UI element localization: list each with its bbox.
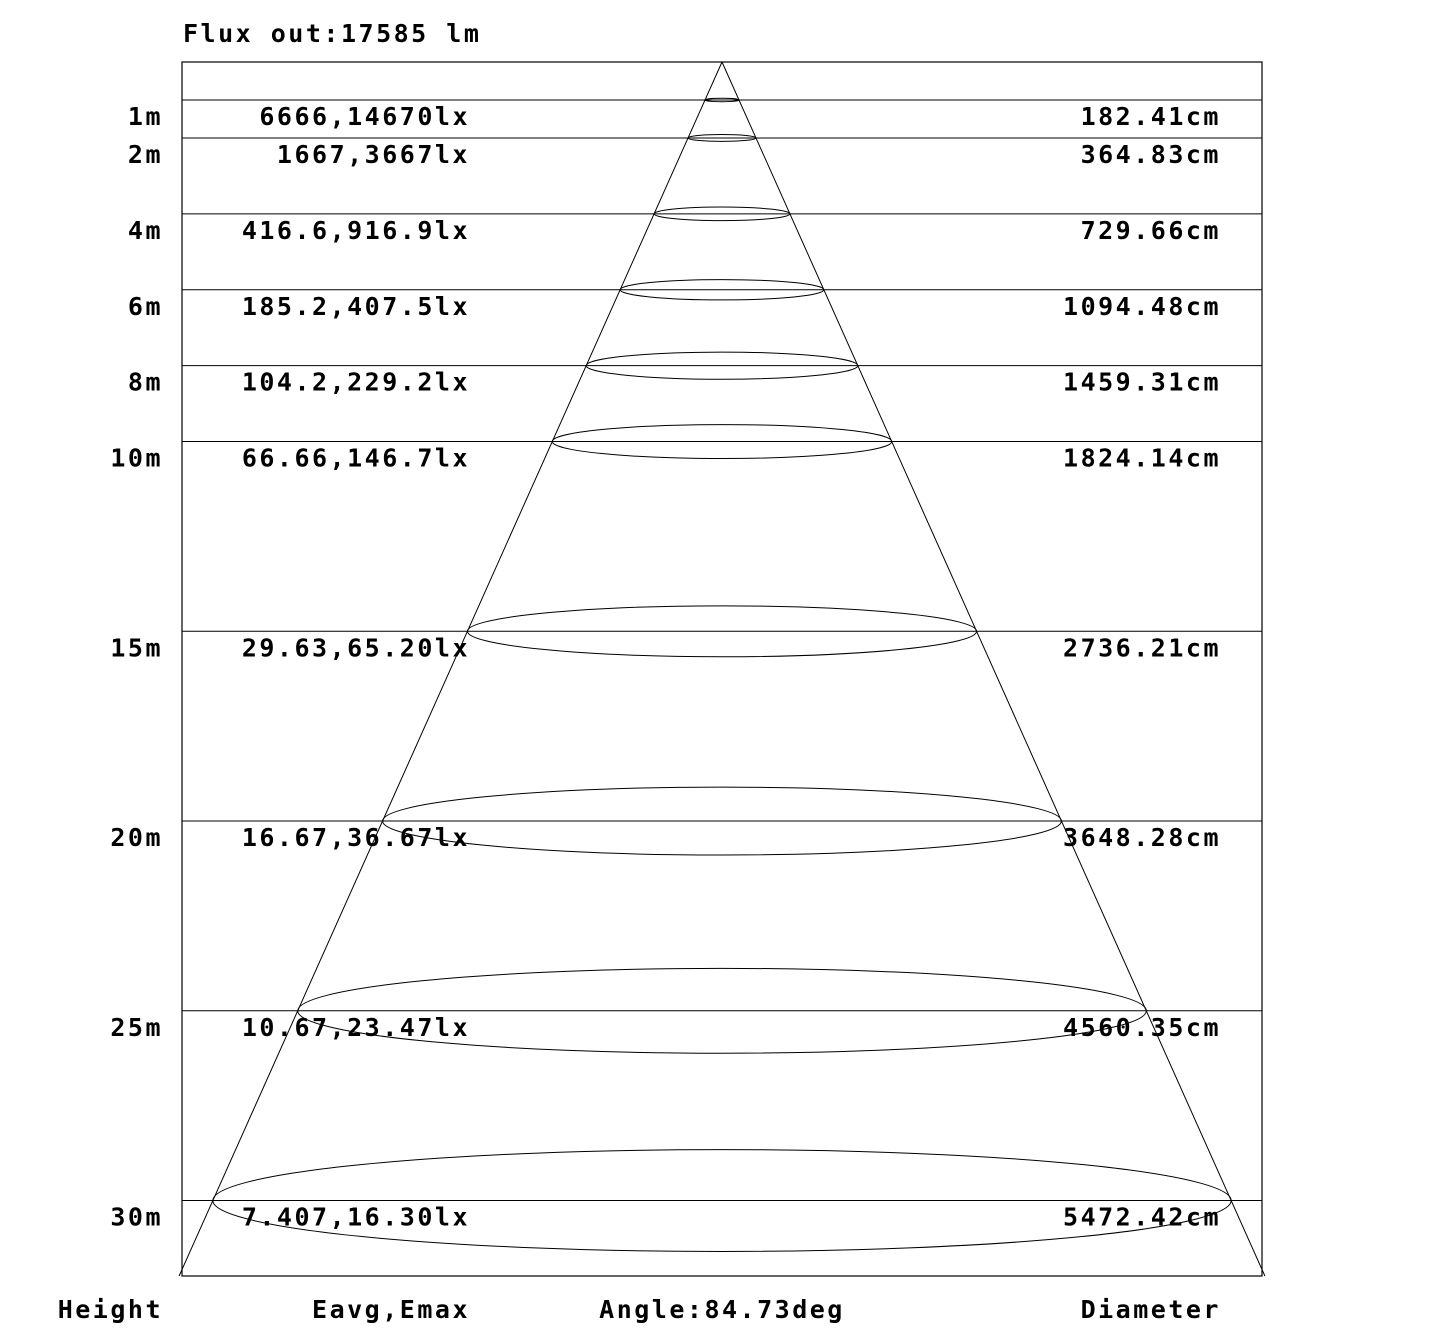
- height-label: 1m: [127, 102, 163, 131]
- diameter-label: 182.41cm: [1080, 102, 1221, 131]
- diameter-label: 3648.28cm: [1063, 823, 1221, 853]
- illuminance-label: 66.66,146.7lx: [241, 443, 470, 473]
- height-label: 30m: [110, 1202, 163, 1232]
- footer-diameter-label: Diameter: [1080, 1295, 1221, 1324]
- height-row: [128, 138, 1262, 169]
- diameter-label: 2736.21cm: [1063, 633, 1221, 663]
- diameter-label: 4560.35cm: [1063, 1012, 1221, 1042]
- height-row: [128, 100, 1262, 131]
- height-label: 4m: [127, 215, 163, 245]
- height-row: [128, 214, 1262, 245]
- illuminance-label: 16.67,36.67lx: [241, 823, 470, 853]
- rows-layer: [110, 100, 1262, 1232]
- footer-angle-label: Angle:84.73deg: [599, 1295, 845, 1324]
- diameter-label: 364.83cm: [1080, 139, 1221, 169]
- height-label: 6m: [127, 291, 163, 321]
- illuminance-label: 6666,14670lx: [259, 102, 470, 131]
- flux-out-label: Flux out:17585 lm: [183, 19, 482, 48]
- illuminance-label: 10.67,23.47lx: [241, 1012, 470, 1042]
- illuminance-label: 29.63,65.20lx: [241, 633, 470, 663]
- height-label: 20m: [110, 823, 163, 853]
- height-row: [128, 366, 1262, 397]
- illuminance-label: 1667,3667lx: [276, 139, 470, 169]
- height-row: [110, 1011, 1262, 1042]
- illuminance-label: 416.6,916.9lx: [241, 215, 470, 245]
- illuminance-label: 104.2,229.2lx: [241, 367, 470, 397]
- illuminance-label: 185.2,407.5lx: [241, 291, 470, 321]
- height-row: [110, 442, 1262, 473]
- height-row: [110, 821, 1262, 852]
- height-label: 25m: [110, 1012, 163, 1042]
- footer-height-label: Height: [57, 1295, 163, 1324]
- height-row: [110, 1201, 1262, 1232]
- diameter-label: 1459.31cm: [1063, 367, 1221, 397]
- height-label: 2m: [127, 139, 163, 169]
- illuminance-label: 7.407,16.30lx: [241, 1202, 470, 1232]
- height-row: [110, 631, 1262, 662]
- footer-eavg-emax-label: Eavg,Emax: [312, 1295, 470, 1324]
- diameter-label: 1094.48cm: [1063, 291, 1221, 321]
- diameter-label: 5472.42cm: [1063, 1202, 1221, 1232]
- height-label: 15m: [110, 633, 163, 663]
- height-label: 10m: [110, 443, 163, 473]
- height-row: [128, 290, 1262, 321]
- height-label: 8m: [127, 367, 163, 397]
- diameter-label: 1824.14cm: [1063, 443, 1221, 473]
- diameter-label: 729.66cm: [1080, 215, 1221, 245]
